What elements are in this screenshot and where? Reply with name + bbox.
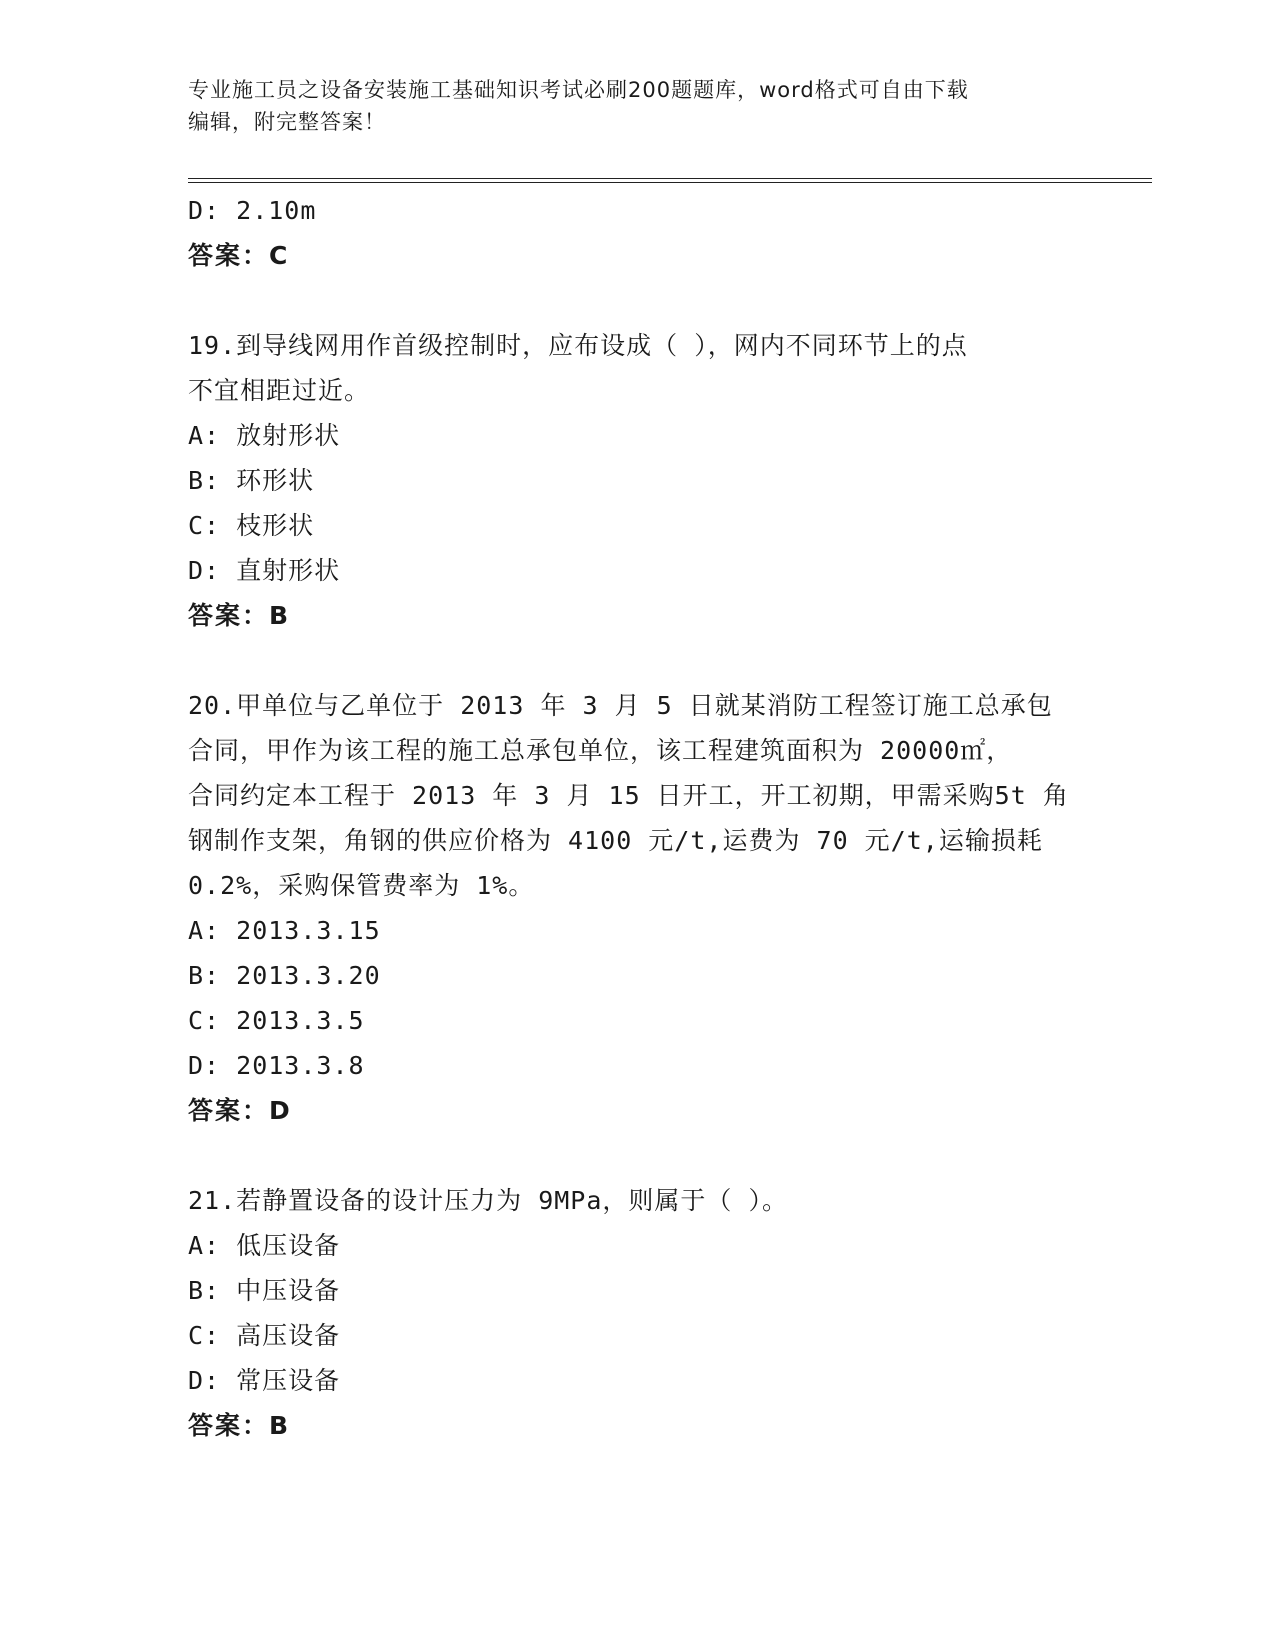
spacer [188, 278, 1088, 323]
answer-line: 答案：D [188, 1096, 292, 1125]
stem-line: 合同约定本工程于 2013 年 3 月 15 日开工，开工初期，甲需采购5t 角 [188, 781, 1069, 810]
question-stem [188, 1178, 1088, 1223]
stem-line: 合同，甲作为该工程的施工总承包单位，该工程建筑面积为 20000㎡， [188, 736, 1013, 765]
stem-line: 钢制作支架，角钢的供应价格为 4100 元/t,运费为 70 元/t,运输损耗 [188, 826, 1043, 855]
spacer [188, 1133, 1088, 1178]
question-21 [188, 1178, 1088, 1448]
option-a: A: 低压设备 [188, 1231, 341, 1260]
question-19 [188, 323, 1088, 638]
stem-line: 19.到导线网用作首级控制时，应布设成（ ），网内不同环节上的点 [188, 331, 968, 360]
option-b: B: 环形状 [188, 466, 315, 495]
option-b: B: 2013.3.20 [188, 961, 381, 990]
page-header [188, 74, 1068, 138]
header-line-1: 专业施工员之设备安装施工基础知识考试必刷200题题库，word格式可自由下载 [188, 78, 969, 102]
option-d: D: 2.10m [188, 196, 317, 225]
question-content [188, 188, 1088, 1448]
option-d: D: 直射形状 [188, 556, 341, 585]
question-stem [188, 683, 1088, 908]
stem-line: 0.2%，采购保管费率为 1%。 [188, 871, 535, 900]
answer-line: 答案：B [188, 1411, 291, 1440]
header-line-2: 编辑，附完整答案！ [188, 110, 386, 134]
question-stem [188, 323, 1088, 413]
header-divider [188, 178, 1152, 183]
option-c: C: 枝形状 [188, 511, 315, 540]
question-20 [188, 683, 1088, 1133]
option-c: C: 2013.3.5 [188, 1006, 365, 1035]
stem-line: 不宜相距过近。 [188, 376, 371, 405]
previous-question-tail [188, 188, 1088, 278]
stem-line: 21.若静置设备的设计压力为 9MPa，则属于（ ）。 [188, 1186, 788, 1215]
answer-line: 答案：B [188, 601, 291, 630]
stem-line: 20.甲单位与乙单位于 2013 年 3 月 5 日就某消防工程签订施工总承包 [188, 691, 1053, 720]
option-b: B: 中压设备 [188, 1276, 341, 1305]
option-a: A: 放射形状 [188, 421, 341, 450]
option-d: D: 常压设备 [188, 1366, 341, 1395]
option-c: C: 高压设备 [188, 1321, 341, 1350]
option-a: A: 2013.3.15 [188, 916, 381, 945]
option-d: D: 2013.3.8 [188, 1051, 365, 1080]
answer-line: 答案：C [188, 241, 290, 270]
spacer [188, 638, 1088, 683]
